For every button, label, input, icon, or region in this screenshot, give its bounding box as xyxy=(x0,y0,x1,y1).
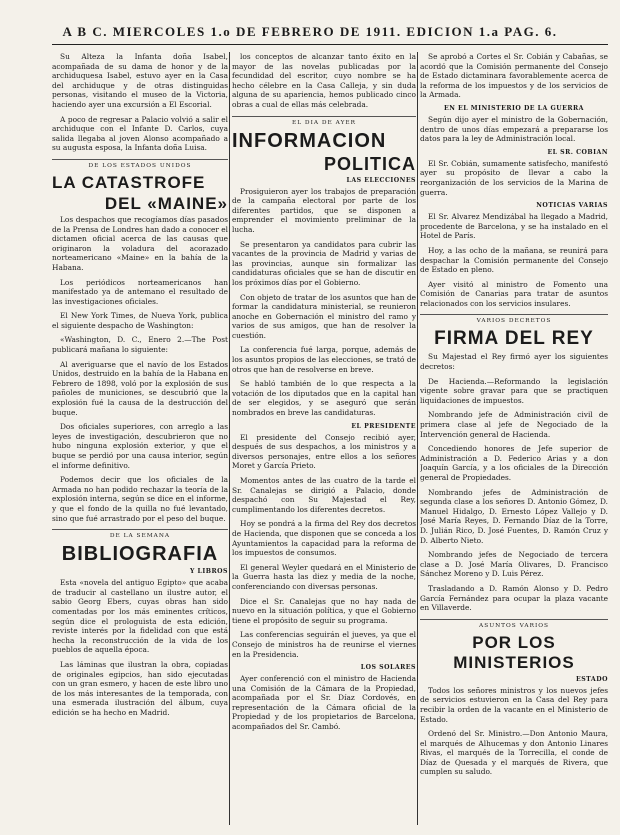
article-paragraph: Hoy se pondrá a la firma del Rey dos decretos de Hacienda, que disponen que se conceda a los Ayuntamientos la capacidad para la reforma de los impuestos de consumos. xyxy=(232,519,416,558)
headline-por-los-ministerios: POR LOS MINISTERIOS xyxy=(453,632,575,672)
article-paragraph: El presidente del Consejo recibió ayer, después de sus despachos, a los ministros y a diversos personajes, entre ellos a los señores Moret y García Prieto. xyxy=(232,432,416,471)
article-paragraph: Concediendo honores de Jefe superior de Administración a D. Federico Arias y a don Joaquín García, y a los oficiales de la Dirección general de Propiedades. xyxy=(420,444,608,482)
article-paragraph: Ayer visitó al ministro de Fomento una Comisión de Canarias para tratar de asuntos relacionados con los servicios insulares. xyxy=(420,279,608,308)
headline-firma-del-rey: FIRMA DEL REY xyxy=(434,328,594,350)
article-paragraph: Prosiguieron ayer los trabajos de preparación de la campaña electoral por parte de los diferentes partidos, que se disponen a emprender el movimiento preliminar de la lucha. xyxy=(232,186,416,234)
subheading: EN EL MINISTERIO DE LA GUERRA xyxy=(444,104,584,112)
subheading: LOS SOLARES xyxy=(360,664,416,672)
article-paragraph: Nombrando jefes de Negociado de tercera clase a D. José María Olivares, D. Francisco Sánchez Moreno y D. Luis Pérez. xyxy=(420,550,608,579)
article-paragraph: El Sr. Alvarez Mendizábal ha llegado a Madrid, procedente de Barcelona, y se ha instalado en el Hotel de París. xyxy=(420,212,608,241)
article-paragraph: Nombrando jefe de Administración civil de primera clase al jefe de Negociado de la Intervención general de Hacienda. xyxy=(420,410,608,439)
article-paragraph: Su Majestad el Rey firmó ayer los siguientes decretos: xyxy=(420,352,608,372)
article-paragraph: El New York Times, de Nueva York, publica el siguiente despacho de Washington: xyxy=(52,311,228,330)
column-divider xyxy=(417,52,418,825)
article-paragraph: Nombrando jefes de Administración de segunda clase a los señores D. Antonio Gómez, D. Manuel Hidalgo, D. Ernesto López Vallejo y D. José María Reyes, D. Fernando Díaz de la Torre, D. Julián Rico, D. José Fuentes, D. Ramón Cruz y D. Alberto Nieto. xyxy=(420,487,608,545)
headline-politica: POLITICA xyxy=(324,153,416,174)
masthead-rule xyxy=(52,44,608,45)
article-paragraph: Ordenó del Sr. Ministro.—Don Antonio Maura, el marqués de Alhucemas y don Antonio Linares Rivas, el marqués de la Torrecilla, el conde de Díaz de Quesada y el marqués de Rivera, que cumplen su saludo. xyxy=(420,729,608,777)
article-paragraph: Dice el Sr. Canalejas que no hay nada de nuevo en la situación política, y que el Gobierno tiene el propósito de seguir su programa. xyxy=(232,596,416,625)
section-label: DE LA SEMANA xyxy=(52,529,228,539)
article-paragraph: La conferencia fué larga, porque, además de los asuntos propios de las elecciones, se trató de otros que han de resolverse en breve. xyxy=(232,345,416,374)
column-divider xyxy=(229,52,230,825)
headline-informacion: INFORMACION xyxy=(232,129,387,152)
headline-catastrophe: LA CATASTROFE xyxy=(52,172,206,192)
article-paragraph: Se aprobó a Cortes el Sr. Cobián y Cabañas, se acordó que la Comisión permanente del Consejo de Estado dictaminara favorablemente acerca de la reforma de los impuestos y de los servicios de la Armada. xyxy=(420,52,608,100)
section-label: ASUNTOS VARIOS xyxy=(420,619,608,629)
column-2 xyxy=(232,52,416,827)
page-masthead: A B C. MIERCOLES 1.o DE FEBRERO DE 1911. EDICION 1.a PAG. 6. xyxy=(62,24,558,39)
article-paragraph: Trasladando a D. Ramón Alonso y D. Pedro García Fernández para ocupar la plaza vacante en Villaverde. xyxy=(420,583,608,613)
article-paragraph: El Sr. Cobián, sumamente satisfecho, manifestó ayer su propósito de llevar a cabo la reorganización de los servicios de la Marina de guerra. xyxy=(420,158,608,197)
subheading: ESTADO xyxy=(575,675,608,683)
subheading: EL SR. COBIAN xyxy=(547,148,608,156)
article-paragraph: Dos oficiales superiores, con arreglo a las leyes de investigación, descubrieron que no hubo ninguna explosión exterior, y que el buque se perdió por una causa interior, según el informe definitivo. xyxy=(52,422,228,470)
column-1 xyxy=(52,52,228,827)
article-paragraph: Con objeto de tratar de los asuntos que han de formar la candidatura ministerial, se reunieron anoche en Gobernación el ministro del ramo y varios de sus amigos, que han de resolver la cuestión. xyxy=(232,292,416,340)
article-paragraph: Todos los señores ministros y los nuevos jefes de servicios estuvieron en la Casa del Rey para recibir la orden de la vacante en el Ministerio de Estado. xyxy=(420,685,608,724)
article-paragraph: Su Alteza la Infanta doña Isabel, acompañada de su dama de honor y de la archiduquesa Isabel, estuvo ayer en la Casa del archiduque y de otras distinguidas personas, visitando el museo de la Victoria, haciendo ayer una excursión a El Escorial. xyxy=(52,52,228,109)
article-paragraph: El general Weyler quedará en el Ministerio de la Guerra hasta las diez y media de la noche, conferenciando con diversas personas. xyxy=(232,562,416,591)
article-paragraph: Los periódicos norteamericanos han manifestado ya de antemano el resultado de las investigaciones oficiales. xyxy=(52,277,228,306)
article-paragraph: Esta «novela del antiguo Egipto» que acaba de traducir al castellano un ilustre autor, el sabio Georg Ebers, cuyas obras han sido comentadas por los más eminentes críticos, según dice el prologuista de esta edición, reviste interés por la fidelidad con que está hecha la reconstrucción de la vida de los pueblos de aquella época. xyxy=(52,578,228,655)
article-paragraph: Al averiguarse que el navío de los Estados Unidos, destruido en la bahía de la Habana en Febrero de 1898, voló por la explosión de sus pañoles de municiones, se descubrió que la explosión fué la causa de la destrucción del buque. xyxy=(52,359,228,417)
article-paragraph: Momentos antes de las cuatro de la tarde el Sr. Canalejas se dirigió a Palacio, donde despachó con Su Majestad el Rey, cumplimentando los diferentes decretos. xyxy=(232,476,416,514)
article-paragraph: Las conferencias seguirán el jueves, ya que el Consejo de ministros ha de reunirse el viernes en la Presidencia. xyxy=(232,630,416,659)
article-paragraph: los conceptos de alcanzar tanto éxito en la mayor de las novelas publicadas por la fecundidad del escritor, cuyo nombre se ha hecho célebre en la Casa Calleja, y sin duda alguna de su apariencia, hemos publicado cinco obras a cual de ellas más celebrada. xyxy=(232,52,416,109)
subheading: EL PRESIDENTE xyxy=(351,422,416,430)
section-label: EL DIA DE AYER xyxy=(232,116,416,126)
article-paragraph: A poco de regresar a Palacio volvió a salir el archiduque con el Infante D. Carlos, cuya salida llegaba al joven Alonso acompañado a su augusta esposa, la Infanta doña Luisa. xyxy=(52,114,228,153)
article-paragraph: Ayer conferenció con el ministro de Hacienda una Comisión de la Cámara de la Propiedad, acompañada por el Sr. Díaz Cordovés, en representación de la Cámara oficial de la Propiedad y de los propietarios de Barcelona, acompañados del Sr. Cambó. xyxy=(232,674,416,732)
article-paragraph: Las láminas que ilustran la obra, copiadas de originales egipcios, han sido ejecutadas con un gran esmero, y hacen de este libro uno de los más interesantes de la temporada, con una esmerada ilustración del álbum, cuya edición se ha hecho en Madrid. xyxy=(52,659,228,717)
article-paragraph: Los despachos que recogíamos días pasados de la Prensa de Londres han dado a conocer el dictamen oficial acerca de las causas que originaron la voladura del acorazado norteamericano «Maine» en la bahía de la Habana. xyxy=(52,214,228,272)
section-label: VARIOS DECRETOS xyxy=(420,314,608,324)
article-paragraph: Se habló también de lo que respecta a la votación de los diputados que en la capital han de ser elegidos, y se aseguró que serán nombrados en breve las candidaturas. xyxy=(232,379,416,418)
subheading: NOTICIAS VARIAS xyxy=(536,202,608,210)
subheading: LAS ELECCIONES xyxy=(346,176,416,184)
section-label: DE LOS ESTADOS UNIDOS xyxy=(52,159,228,169)
article-paragraph: Podemos decir que los oficiales de la Armada no han podido rechazar la teoría de la explosión interna, según se dice en el informe, y que el fondo de la quilla no fué levantado, sino que fué arrastrado por el peso del buque. xyxy=(52,475,228,523)
column-3 xyxy=(420,52,608,827)
headline-bibliografia: BIBLIOGRAFIA xyxy=(61,543,219,566)
subheading: Y LIBROS xyxy=(189,568,228,576)
article-paragraph: Se presentaron ya candidatos para cubrir las vacantes de la provincia de Madrid y varias de las provincias, aunque sin formalizar las candidaturas oficiales que se han de discutir en los próximos días por el Gobierno. xyxy=(232,239,416,287)
headline-maine: DEL «MAINE» xyxy=(104,193,228,213)
article-paragraph: «Washington, D. C., Enero 2.—The Post publicará mañana lo siguiente: xyxy=(52,335,228,355)
article-paragraph: Hoy, a las ocho de la mañana, se reunirá para despachar la Comisión permanente del Consejo de Estado en pleno. xyxy=(420,245,608,275)
article-paragraph: De Hacienda.—Reformando la legislación vigente sobre gravar para que se practiquen liquidaciones de impuestos. xyxy=(420,376,608,405)
article-paragraph: Según dijo ayer el ministro de la Gobernación, dentro de unos días empezará a prepararse los datos para la ley de Administración local. xyxy=(420,114,608,144)
